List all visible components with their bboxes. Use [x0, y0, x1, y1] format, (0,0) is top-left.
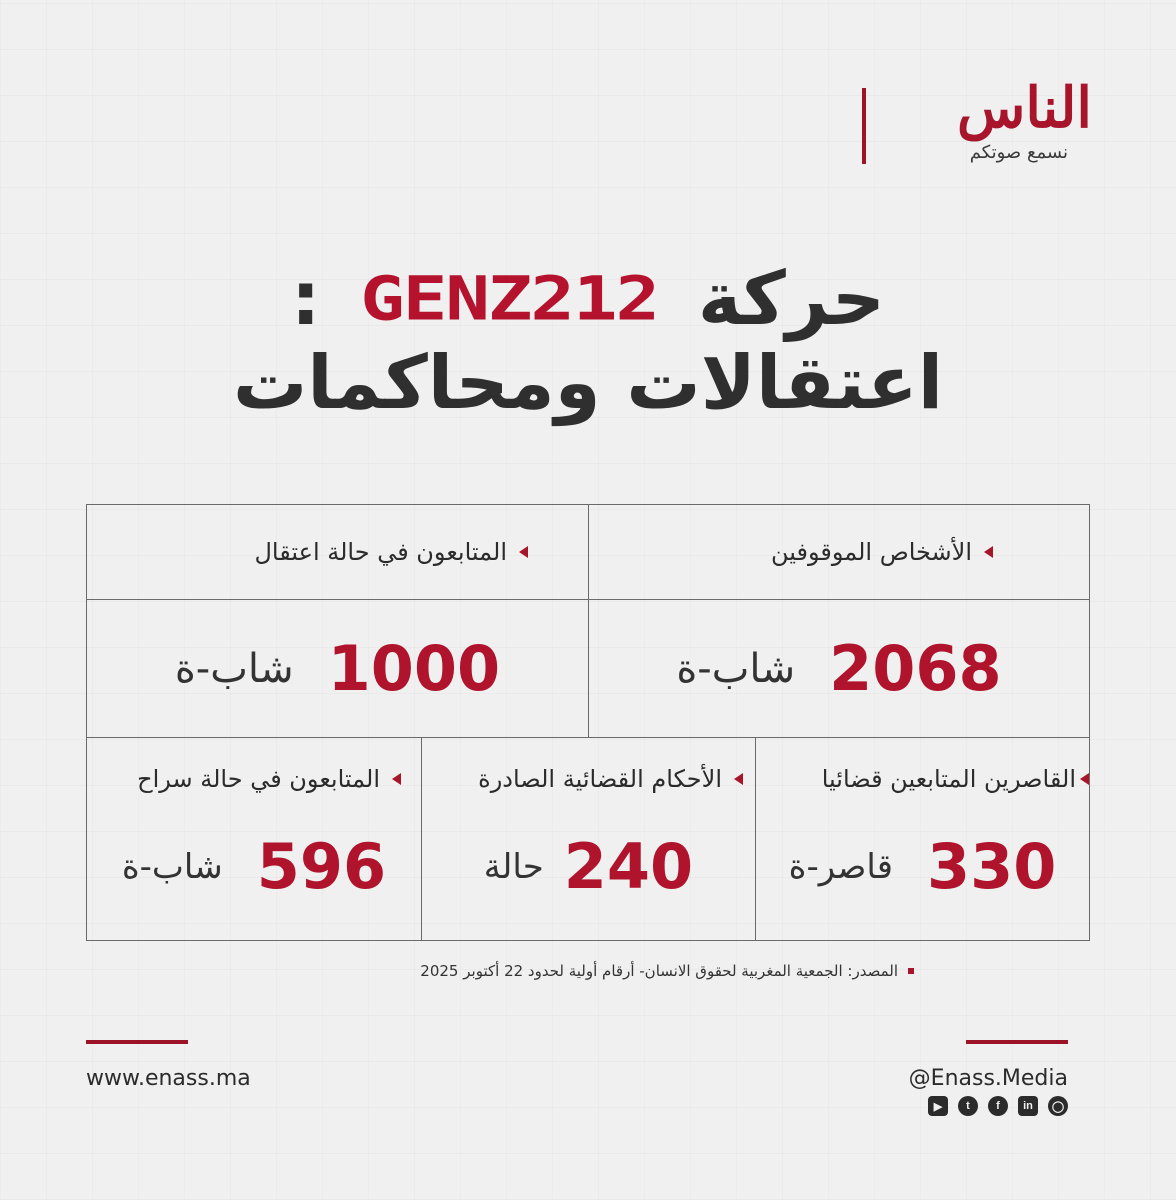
website-link[interactable]: www.enass.ma — [86, 1066, 251, 1091]
triangle-bullet-icon — [984, 546, 993, 558]
stat-value — [756, 812, 1089, 922]
stat-unit: حالة — [483, 847, 544, 887]
stat-unit: شاب-ة — [174, 645, 294, 692]
triangle-bullet-icon — [392, 773, 401, 785]
stat-header-prosecuted-detention — [86, 504, 589, 600]
stat-card-verdicts — [421, 737, 756, 941]
linkedin-icon[interactable]: in — [1018, 1096, 1038, 1116]
title-highlight: GENZ212 — [360, 263, 659, 335]
square-bullet-icon — [908, 968, 914, 974]
source-note — [420, 962, 914, 980]
brand-tagline: نسمع صوتكم — [969, 142, 1068, 163]
stat-number: 240 — [563, 830, 694, 903]
triangle-bullet-icon — [734, 773, 743, 785]
stat-label: المتابعون في حالة سراح — [137, 765, 380, 793]
stat-label: المتابعون في حالة اعتقال — [254, 538, 507, 566]
title-separator: : — [290, 256, 321, 342]
stat-value-detained — [588, 599, 1090, 738]
facebook-icon[interactable]: f — [988, 1096, 1008, 1116]
stat-label: القاصرين المتابعين قضائيا — [821, 765, 1076, 793]
stat-unit: شاب-ة — [676, 645, 796, 692]
stat-header-detained — [588, 504, 1090, 600]
brand-logo — [862, 75, 1092, 166]
stat-value-prosecuted-detention — [86, 599, 589, 738]
stat-header — [87, 738, 421, 812]
stat-value — [87, 812, 421, 922]
stat-label: الأحكام القضائية الصادرة — [478, 765, 722, 793]
social-icons — [928, 1096, 1068, 1116]
social-handle[interactable]: @Enass.Media — [908, 1066, 1068, 1091]
stat-card-released — [86, 737, 422, 941]
brand-name: الناس — [957, 75, 1092, 141]
stat-unit: قاصر-ة — [788, 847, 893, 887]
title-prefix: حركة — [697, 256, 886, 342]
youtube-icon[interactable]: ▶ — [928, 1096, 948, 1116]
stat-label: الأشخاص الموقوفين — [770, 538, 972, 566]
footer-accent-line-right — [966, 1040, 1068, 1044]
stat-number: 330 — [926, 830, 1057, 903]
stat-number: 1000 — [327, 631, 501, 705]
instagram-icon[interactable]: ◯ — [1048, 1096, 1068, 1116]
stat-number: 596 — [256, 830, 387, 903]
stat-header — [756, 738, 1089, 812]
page-title-line2: اعتقالات ومحاكمات — [232, 340, 944, 426]
stat-unit: شاب-ة — [121, 847, 223, 887]
stat-value — [422, 812, 755, 922]
stats-grid — [86, 504, 1090, 941]
stat-number: 2068 — [829, 631, 1002, 705]
stat-header — [422, 738, 755, 812]
twitter-icon[interactable]: t — [958, 1096, 978, 1116]
footer-accent-line-left — [86, 1040, 188, 1044]
triangle-bullet-icon — [519, 546, 528, 558]
logo-divider — [862, 88, 866, 164]
page-title-line1 — [0, 256, 1176, 342]
source-text: المصدر: الجمعية المغربية لحقوق الانسان- أرقام أولية لحدود 22 أكتوبر 2025 — [420, 962, 898, 980]
triangle-bullet-icon — [1080, 773, 1089, 785]
stat-card-minors — [755, 737, 1090, 941]
